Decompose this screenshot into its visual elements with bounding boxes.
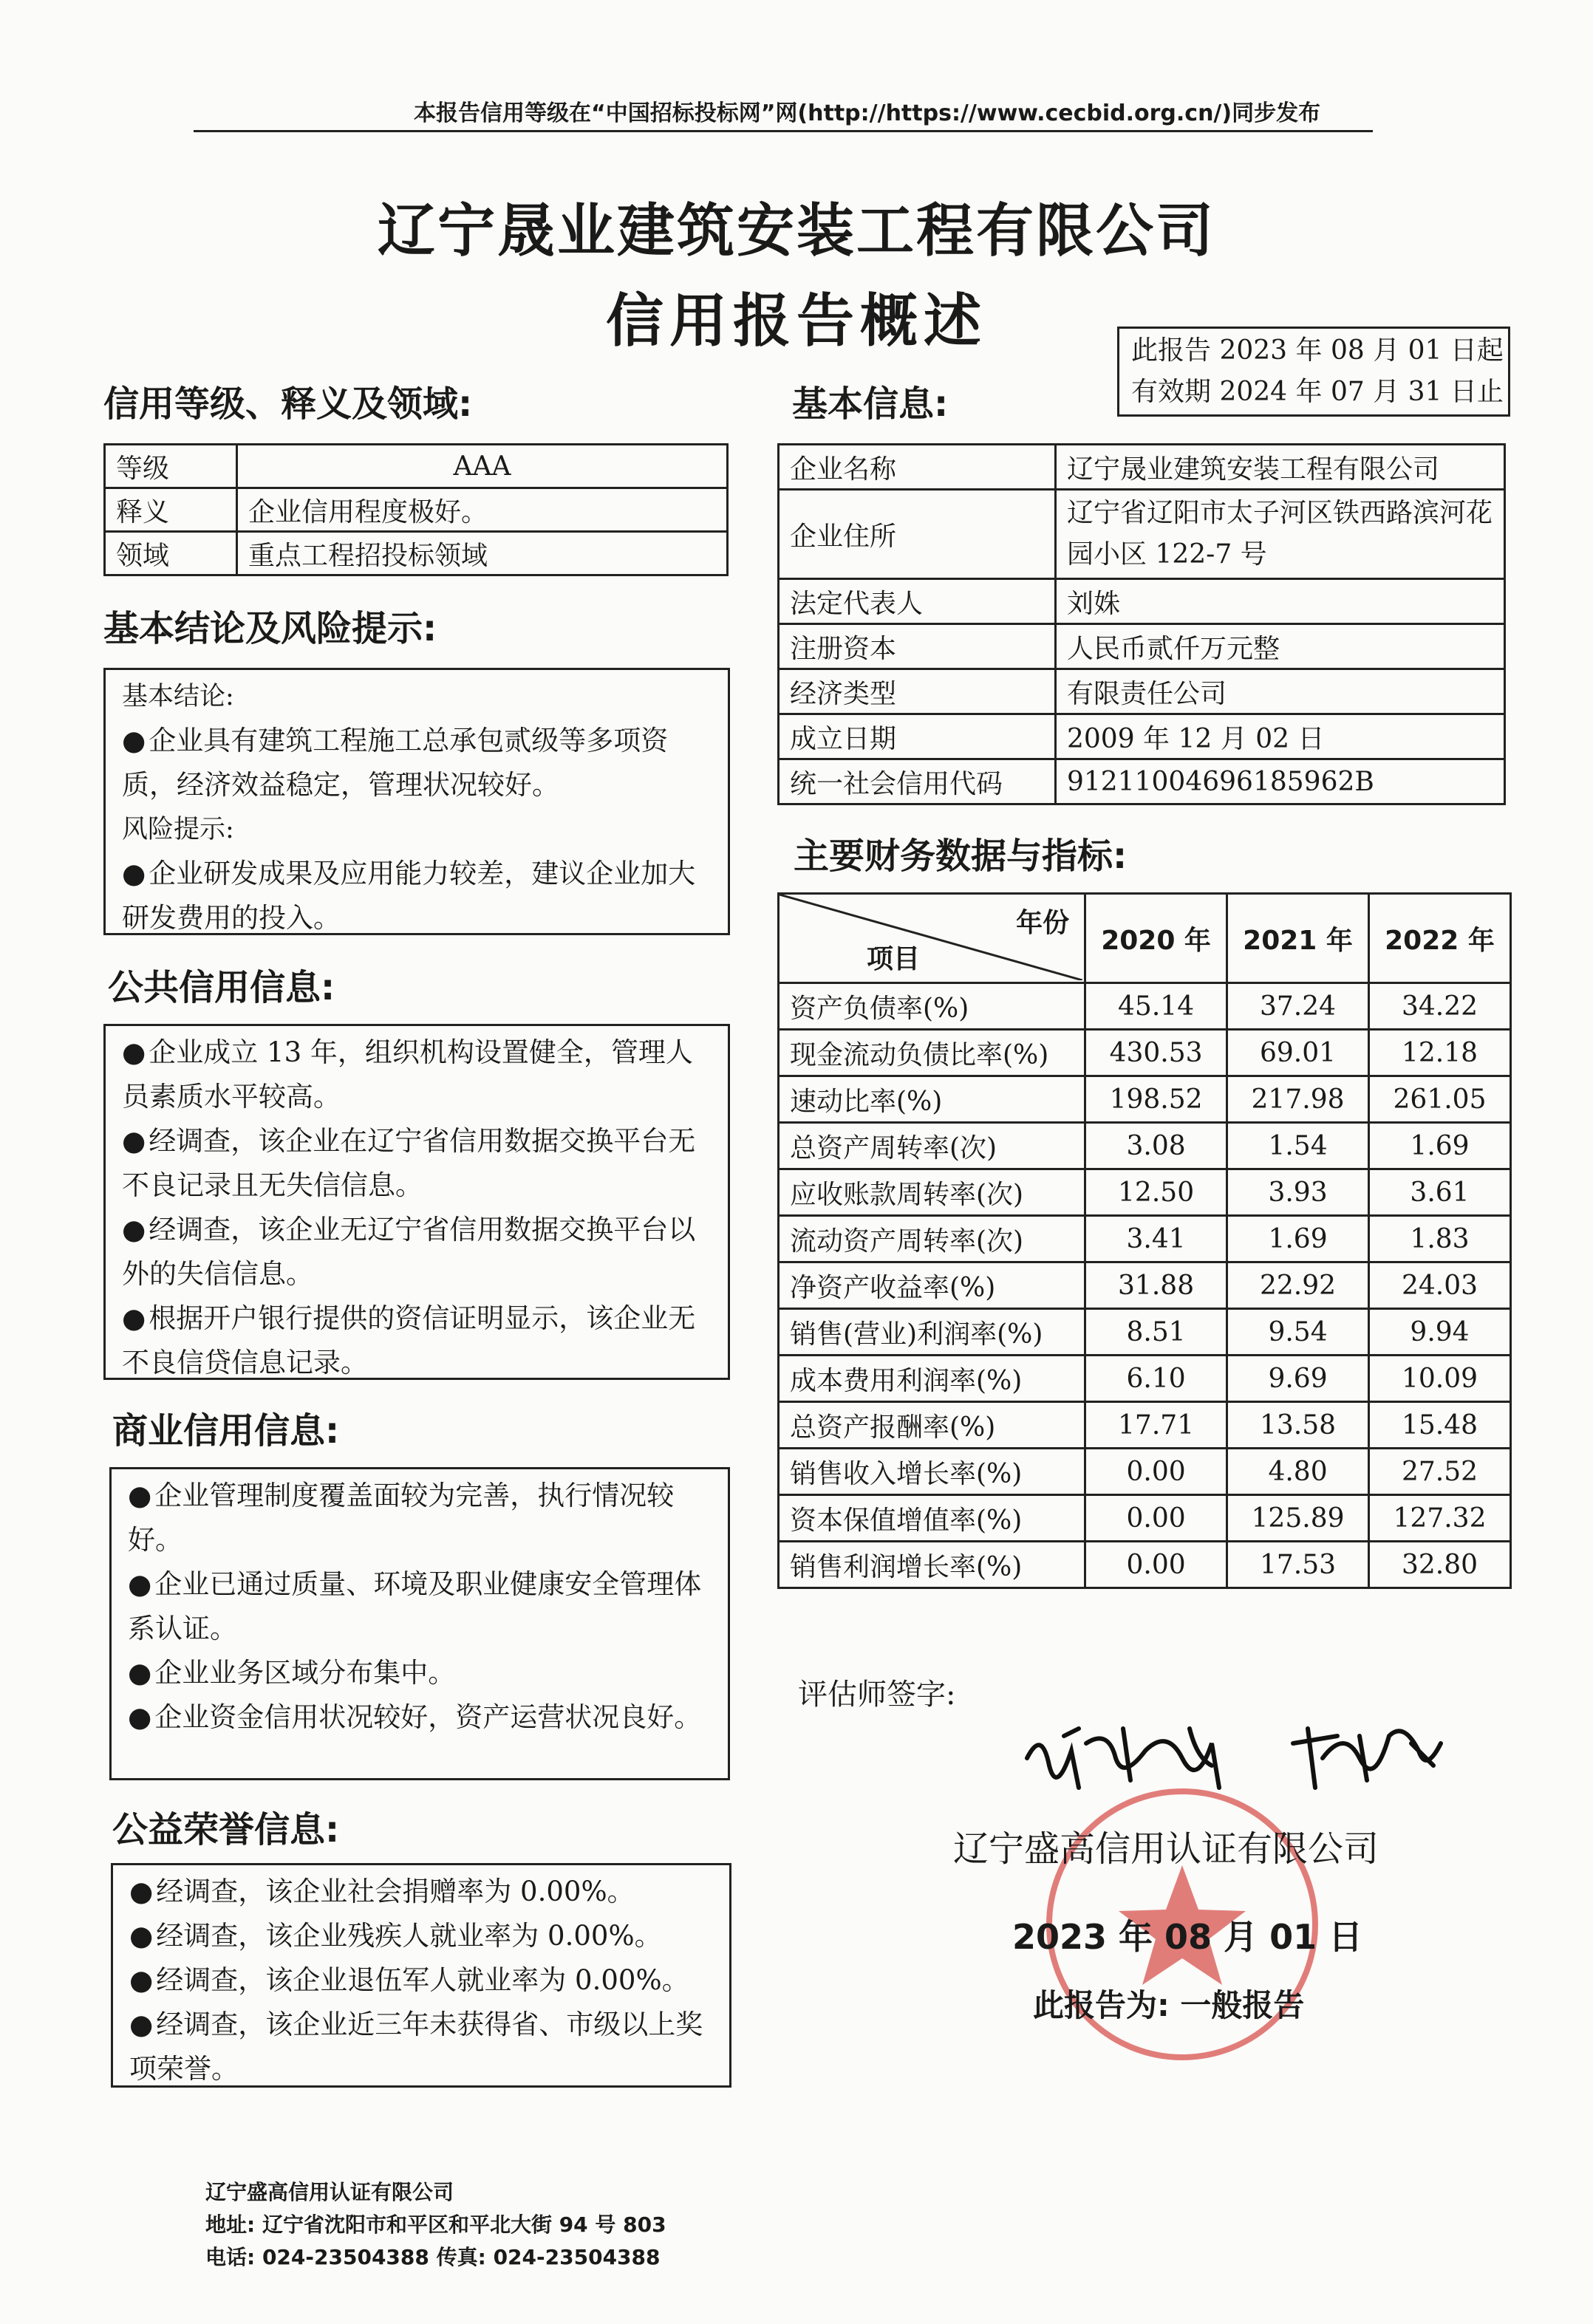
indicator-value: 0.00 [1085, 1542, 1227, 1588]
indicator-value: 198.52 [1085, 1076, 1227, 1123]
financial-table [777, 892, 1512, 1589]
table-row [779, 1076, 1511, 1123]
list-item: ● 企业资金信用状况较好，资产运营状况良好。 [128, 1695, 716, 1740]
table-row [779, 1123, 1511, 1169]
indicator-value: 1.69 [1227, 1216, 1369, 1262]
capital-value: 人民币贰仟万元整 [1056, 624, 1505, 669]
publication-notice: 本报告信用等级在“中国招标投标网”网(http://https://www.cecbid.org.cn/)同步发布 [414, 100, 1321, 126]
indicator-label: 净资产收益率(%) [779, 1262, 1085, 1309]
indicator-value: 125.89 [1227, 1495, 1369, 1542]
indicator-label: 销售(营业)利润率(%) [779, 1309, 1085, 1356]
address-label: 企业住所 [779, 490, 1056, 579]
table-row [779, 1495, 1511, 1542]
indicator-value: 1.54 [1227, 1123, 1369, 1169]
company-name-label: 企业名称 [779, 445, 1056, 490]
assessor-label: 评估师签字: [798, 1678, 956, 1712]
issue-date: 2023 年 08 月 01 日 [1012, 1917, 1363, 1957]
company-name-value: 辽宁晟业建筑安装工程有限公司 [1056, 445, 1505, 490]
table-row [779, 1402, 1511, 1449]
indicator-label: 总资产周转率(次) [779, 1123, 1085, 1169]
list-item: ● 企业已通过质量、环境及职业健康安全管理体系认证。 [128, 1562, 716, 1651]
credit-code-label: 统一社会信用代码 [779, 759, 1056, 804]
table-row [779, 714, 1505, 759]
conclusion-box [103, 668, 730, 935]
indicator-value: 10.09 [1369, 1356, 1511, 1402]
founded-label: 成立日期 [779, 714, 1056, 759]
item-header-label: 项目 [867, 943, 921, 974]
header-rule [194, 130, 1373, 132]
indicator-label: 成本费用利润率(%) [779, 1356, 1085, 1402]
indicator-value: 9.69 [1227, 1356, 1369, 1402]
indicator-value: 4.80 [1227, 1449, 1369, 1495]
indicator-value: 0.00 [1085, 1495, 1227, 1542]
table-row [779, 1262, 1511, 1309]
year-header-label: 年份 [1016, 907, 1070, 938]
footer-company: 辽宁盛高信用认证有限公司 [205, 2180, 454, 2204]
indicator-value: 13.58 [1227, 1402, 1369, 1449]
table-row [779, 579, 1505, 624]
indicator-label: 现金流动负债比率(%) [779, 1030, 1085, 1076]
list-item: ● 经调查，该企业近三年未获得省、市级以上奖项荣誉。 [129, 2003, 717, 2091]
list-item: ● 根据开户银行提供的资信证明显示，该企业无不良信贷信息记录。 [122, 1296, 716, 1385]
risk-label: 风险提示: [122, 815, 234, 844]
list-item: ● 企业业务区域分布集中。 [128, 1651, 716, 1695]
business-credit-heading: 商业信用信息: [112, 1410, 340, 1452]
indicator-value: 12.18 [1369, 1030, 1511, 1076]
indicator-value: 12.50 [1085, 1169, 1227, 1216]
indicator-value: 6.10 [1085, 1356, 1227, 1402]
validity-start: 此报告 2023 年 08 月 01 日起 [1131, 335, 1504, 366]
table-row [779, 1449, 1511, 1495]
indicator-value: 31.88 [1085, 1262, 1227, 1309]
table-row [779, 983, 1511, 1030]
indicator-value: 8.51 [1085, 1309, 1227, 1356]
indicator-value: 24.03 [1369, 1262, 1511, 1309]
table-row [779, 1309, 1511, 1356]
indicator-value: 17.71 [1085, 1402, 1227, 1449]
domain-value: 重点工程招投标领域 [237, 532, 728, 575]
list-item: ● 经调查，该企业退伍军人就业率为 0.00%。 [129, 1958, 717, 2003]
year-2021-header: 2021 年 [1227, 894, 1369, 983]
indicator-value: 3.93 [1227, 1169, 1369, 1216]
table-row [779, 624, 1505, 669]
footer-address: 地址: 辽宁省沈阳市和平区和平北大街 94 号 803 [205, 2212, 666, 2237]
grade-label: 等级 [105, 445, 237, 488]
indicator-label: 总资产报酬率(%) [779, 1402, 1085, 1449]
validity-end: 有效期 2024 年 07 月 31 日止 [1131, 377, 1504, 407]
page-subtitle: 信用报告概述 [605, 287, 987, 355]
basic-conclusion-text: ● 企业具有建筑工程施工总承包贰级等多项资质，经济效益稳定，管理状况较好。 [122, 719, 716, 807]
table-row [779, 759, 1505, 804]
table-row [779, 669, 1505, 714]
indicator-value: 37.24 [1227, 983, 1369, 1030]
year-2020-header: 2020 年 [1085, 894, 1227, 983]
indicator-value: 430.53 [1085, 1030, 1227, 1076]
risk-text: ● 企业研发成果及应用能力较差，建议企业加大研发费用的投入。 [122, 852, 716, 940]
indicator-value: 45.14 [1085, 983, 1227, 1030]
indicator-value: 69.01 [1227, 1030, 1369, 1076]
table-row [779, 1542, 1511, 1588]
table-row [105, 532, 728, 575]
table-row [779, 1356, 1511, 1402]
table-row [779, 445, 1505, 490]
indicator-value: 217.98 [1227, 1076, 1369, 1123]
indicator-value: 15.48 [1369, 1402, 1511, 1449]
indicator-value: 34.22 [1369, 983, 1511, 1030]
indicator-label: 速动比率(%) [779, 1076, 1085, 1123]
basic-info-table [777, 443, 1506, 805]
public-welfare-heading: 公益荣誉信息: [112, 1809, 340, 1850]
indicator-value: 1.69 [1369, 1123, 1511, 1169]
indicator-value: 3.41 [1085, 1216, 1227, 1262]
address-value: 辽宁省辽阳市太子河区铁西路滨河花园小区 122-7 号 [1056, 490, 1505, 579]
table-row [779, 1169, 1511, 1216]
indicator-value: 17.53 [1227, 1542, 1369, 1588]
year-2022-header: 2022 年 [1369, 894, 1511, 983]
indicator-value: 32.80 [1369, 1542, 1511, 1588]
table-row [779, 1216, 1511, 1262]
indicator-value: 3.61 [1369, 1169, 1511, 1216]
indicator-value: 27.52 [1369, 1449, 1511, 1495]
list-item: ● 经调查，该企业在辽宁省信用数据交换平台无不良记录且无失信信息。 [122, 1119, 716, 1208]
report-type: 此报告为: 一般报告 [1033, 1987, 1305, 2023]
indicator-value: 1.83 [1369, 1216, 1511, 1262]
list-item: ● 企业管理制度覆盖面较为完善，执行情况较好。 [128, 1474, 716, 1562]
economic-type-label: 经济类型 [779, 669, 1056, 714]
list-item: ● 经调查，该企业无辽宁省信用数据交换平台以外的失信信息。 [122, 1208, 716, 1296]
indicator-value: 0.00 [1085, 1449, 1227, 1495]
public-credit-box [103, 1024, 730, 1380]
domain-label: 领域 [105, 532, 237, 575]
legal-rep-label: 法定代表人 [779, 579, 1056, 624]
indicator-value: 9.94 [1369, 1309, 1511, 1356]
legal-rep-value: 刘姝 [1056, 579, 1505, 624]
credit-grade-table [103, 443, 729, 576]
indicator-value: 9.54 [1227, 1309, 1369, 1356]
economic-type-value: 有限责任公司 [1056, 669, 1505, 714]
table-header-row [779, 894, 1511, 983]
table-row [105, 445, 728, 488]
grade-value: AAA [237, 445, 728, 488]
indicator-label: 应收账款周转率(次) [779, 1169, 1085, 1216]
indicator-value: 3.08 [1085, 1123, 1227, 1169]
founded-value: 2009 年 12 月 02 日 [1056, 714, 1505, 759]
list-item: ● 经调查，该企业残疾人就业率为 0.00%。 [129, 1914, 717, 1958]
indicator-value: 261.05 [1369, 1076, 1511, 1123]
validity-box [1117, 327, 1510, 417]
credit-code-value: 91211004696185962B [1056, 759, 1505, 804]
indicator-label: 销售收入增长率(%) [779, 1449, 1085, 1495]
list-item: ● 企业成立 13 年，组织机构设置健全，管理人员素质水平较高。 [122, 1031, 716, 1119]
issuer-company: 辽宁盛高信用认证有限公司 [953, 1828, 1379, 1870]
basic-conclusion-label: 基本结论: [122, 682, 234, 711]
meaning-value: 企业信用程度极好。 [237, 488, 728, 532]
table-row [779, 490, 1505, 579]
business-credit-box [109, 1467, 730, 1780]
indicator-label: 销售利润增长率(%) [779, 1542, 1085, 1588]
public-welfare-box [111, 1863, 731, 2088]
indicator-value: 127.32 [1369, 1495, 1511, 1542]
indicator-label: 流动资产周转率(次) [779, 1216, 1085, 1262]
basic-info-heading: 基本信息: [792, 383, 949, 425]
corner-cell [779, 894, 1085, 983]
meaning-label: 释义 [105, 488, 237, 532]
indicator-label: 资产负债率(%) [779, 983, 1085, 1030]
indicator-label: 资本保值增值率(%) [779, 1495, 1085, 1542]
financial-heading: 主要财务数据与指标: [794, 835, 1128, 877]
page-title: 辽宁晟业建筑安装工程有限公司 [377, 197, 1215, 264]
table-row [779, 1030, 1511, 1076]
table-row [105, 488, 728, 532]
list-item: ● 经调查，该企业社会捐赠率为 0.00%。 [129, 1870, 717, 1914]
conclusion-heading: 基本结论及风险提示: [103, 608, 437, 649]
capital-label: 注册资本 [779, 624, 1056, 669]
indicator-value: 22.92 [1227, 1262, 1369, 1309]
footer-contact: 电话: 024-23504388 传真: 024-23504388 [205, 2245, 661, 2269]
credit-grade-heading: 信用等级、释义及领域: [103, 383, 473, 425]
public-credit-heading: 公共信用信息: [108, 967, 335, 1008]
